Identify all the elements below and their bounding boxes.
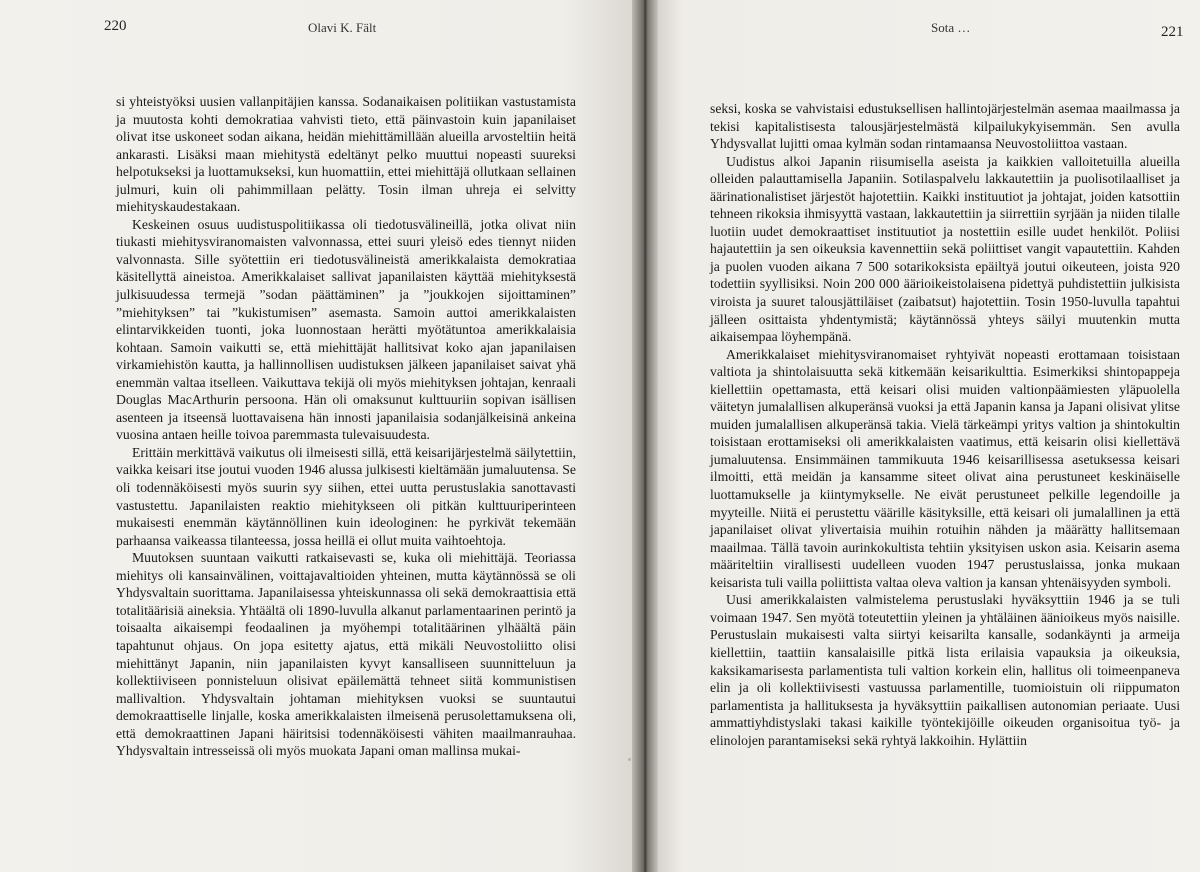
left-body-text bbox=[116, 93, 576, 760]
right-paragraph-4: Uusi amerikkalaisten valmistelema perustuslaki hyväksyttiin 1946 ja se tuli voimaan 1947. Sen myötä toteutettiin yleinen ja yhtäläinen äänioikeus myös naisille. Perustuslain mukaisesti valta siirtyi keisarilta kansalle, sodankäynti ja armeija kiellettiin, taattiin kansalaisille pitkä lista erilaisia vapauksia ja oikeuksia, kaksikamarisesta parlamentista tuli valtion korkein elin, hallitus oli toimeenpaneva elin ja oli kollektiivisesti vastuussa parlamentille, tuomioistuin oli riippumaton parlamentista ja hallituksesta ja hyväksyttiin paikallisen autonomian periaate. Uusi ammattiyhdistyslaki takasi kaikille työntekijöille oikeuden organisoitua työ- ja elinolojen parantamiseksi sekä ryhtyä lakkoihin. Hylättiin bbox=[710, 592, 1180, 748]
left-paragraph-1: si yhteistyöksi uusien vallanpitäjien kanssa. Sodanaikaisen politiikan vastustamista ja muutosta kohti demokratiaa vahvisti tieto, että päinvastoin kuin japanilaiset olivat itse uskoneet sodan aikana, heidän miehittämillään alueilla arvosteltiin heitä ankarasti. Lisäksi maan miehitystä edeltänyt pelko muuttui nopeasti suureksi helpotukseksi ja luottamukseksi, kun huomattiin, ettei miehittäjä ollutkaan sellainen julmuri, kuin oli pahimmillaan pelätty. Tosin ilman uhreja ei selvitty miehityskaudestakaan. bbox=[116, 94, 576, 215]
right-running-head: Sota … bbox=[931, 20, 971, 35]
left-running-head: Olavi K. Fält bbox=[308, 20, 377, 35]
left-paragraph-2: Keskeinen osuus uudistuspolitiikassa oli tiedotusvälineillä, jotka olivat niin tiukasti miehitysviranomaisten valvonnassa, ettei suuri yleisö edes tiennyt niiden valvonnasta. Sille syötettiin eri tiedotusvälineistä amerikkalaista demokratiaa käsitellyttä aineistoa. Amerikkalaiset sallivat japanilaisten käyttää miehityksestä julkisuudessa termejä ”sodan päättäminen” ja ”joukkojen sijoittaminen” ”miehityksen” tai ”kukistumisen” asemasta. Samoin auttoi amerikkalaisten elintarvikkeiden tuonti, joka luonnostaan herätti myötätuntoa amerikkalaisia kohtaan. Samoin vaikutti se, että miehittäjät hallitsivat koko ajan japanilaisen virkamiehistön kautta, ja hallinnollisen uudistuksen jälkeen japanilaiset saivat yhä enemmän valtaa itselleen. Vaikuttava tekijä oli myös miehityksen johtajan, kenraali Douglas MacArthurin persoona. Hän oli omaksunut kulttuuriin sopivan isällisen asenteen ja itseensä luottavaisena hän innosti japanilaisia sodanjälkeisinä ankeina vuosina antaen heille toivoa paremmasta tulevaisuudesta. bbox=[116, 216, 576, 443]
paper-speck bbox=[628, 758, 631, 761]
left-page-number: 220 bbox=[104, 18, 127, 34]
right-paragraph-1: seksi, koska se vahvistaisi edustuksellisen hallintojärjestelmän asemaa maailmassa ja tekisi kapitalistisesta talousjärjestelmästä kilpailukykyisemmän. Sen avulla Yhdysvallat lujitti omaa kylmän sodan rintamaansa Neuvostoliittoa vastaan. bbox=[710, 101, 1180, 152]
right-paragraph-2: Uudistus alkoi Japanin riisumisella aseista ja kaikkien valloitetuilla alueilla olleiden palauttamisella Japaniin. Sotilaspalvelu lakkautettiin ja puolisotilaalliset ja äärinationalistiset järjestöt hajotettiin. Kaikki instituutiot ja johtajat, joiden katsottiin tehneen rikoksia ihmisyyttä vastaan, lakkautettiin ja siirrettiin syrjään ja niiden tilalle luotiin uudet demokraattiset instituutiot ja nostettiin esille uudet henkilöt. Poliisi hajautettiin ja sen oikeuksia kavennettiin sekä poliittiset vangit vapautettiin. Kahden ja puolen vuoden aikana 7 500 sotarikoksista epäiltyä joutui oikeuteen, joista 920 todettiin syyllisiksi. Noin 200 000 äärioikeistolaisena pidettyä puhdistettiin julkisista viroista ja suuret talousjättiläiset (zaibatsut) hajotettiin. Tosin 1950-luvulla tapahtui jälleen osittaista yhdentymistä; käytännössä yhteys säilyi muutenkin mutta aikaisempaa löyhempänä. bbox=[710, 153, 1180, 345]
book-gutter bbox=[632, 0, 658, 872]
right-body-text bbox=[710, 100, 1180, 749]
left-paragraph-4: Muutoksen suuntaan vaikutti ratkaisevasti se, kuka oli miehittäjä. Teoriassa miehitys oli kansainvälinen, voittajavaltioiden yhteinen, mutta käytännössä se oli Yhdysvaltain suorittama. Japanilaisessa yhteiskunnassa oli sekä demokraattisia että totalitäärisiä aineksia. Yhtäältä oli 1890-luvulla alkanut parlamentaarinen perintö ja toisaalta aikaisempi feodaalinen ja myöhempi totalitäärinen ylhäältä päin tapahtunut ohjaus. On jopa esitetty ajatus, että mikäli Neuvostoliitto olisi miehittänyt Japanin, niin japanilaisten kyvyt kansalliseen suunnitteluun ja kollektiiviseen ponnisteluun olisivat epäilemättä tehneet siitä kommunistisen mallivaltion. Yhdysvaltain johtaman miehityksen vuoksi se suuntautui demokraattiselle linjalle, koska amerikkalaisten ilmeisenä perusolettamuksena oli, että demokraattinen Japani häiritsisi todennäköisesti vähiten maailmanrauhaa. Yhdysvaltain intresseissä oli myös muokata Japani oman mallinsa mukai- bbox=[116, 550, 576, 759]
right-page-number: 221 bbox=[1161, 24, 1184, 40]
right-page bbox=[650, 0, 1200, 872]
right-paragraph-3: Amerikkalaiset miehitysviranomaiset ryhtyivät nopeasti erottamaan toisistaan valtiota ja shintolaisuutta sekä kitkemään keisarikulttia. Esimerkiksi shintopappeja kiellettiin opettamasta, että keisari olisi muiden valtionpäämiesten yläpuolella väitetyn jumalallisen alkuperänsä vuoksi ja että Japanin kansa ja Japani olisivat ylitse muiden jumalallisen alkuperänsä takia. Vielä tärkeämpi yritys valtion ja shintokultin toisistaan erottamiseksi oli amerikkalaisten vaatimus, että keisarin olisi kiellettävä jumaluutensa. Ensimmäinen tammikuuta 1946 keisarillisessa asetuksessa keisari ilmoitti, että meidän ja kansamme siteet olivat aina perustuneet keskinäiselle luottamukselle ja kiintymykselle. Ne eivät perustuneet pelkille legendoille ja myyteille. Niitä ei perustettu väärille käsityksille, että keisari oli jumalallinen ja että japanilaiset olivat ylivertaisia muihin rotuihin nähden ja määrätty hallitsemaan maailmaa. Tällä tavoin aurinkokultista tehtiin yksityisen uskon asia. Keisarin asema määriteltiin virallisesti uudelleen vuoden 1947 perustuslaissa, jonka mukaan keisarista tuli vailla poliittista valtaa oleva valtion ja kansan yhtenäisyyden symboli. bbox=[710, 346, 1180, 590]
left-paragraph-3: Erittäin merkittävä vaikutus oli ilmeisesti sillä, että keisarijärjestelmä säilytettiin, vaikka keisari itse joutui vuoden 1946 alussa julkisesti kieltämään jumaluutensa. Se oli todennäköisesti myös suurin syy siihen, ettei uutta perustuslakia sanottavasti vastustettu. Japanilaisten reaktio miehitykseen oli pitkän kulttuuriperinteen mukaisesti enemmän käytännöllinen kuin ideologinen: he pyrkivät tekemään parhaansa vaikeassa tilanteessa, jossa heillä ei ollut muita vaihtoehtoja. bbox=[116, 444, 576, 548]
